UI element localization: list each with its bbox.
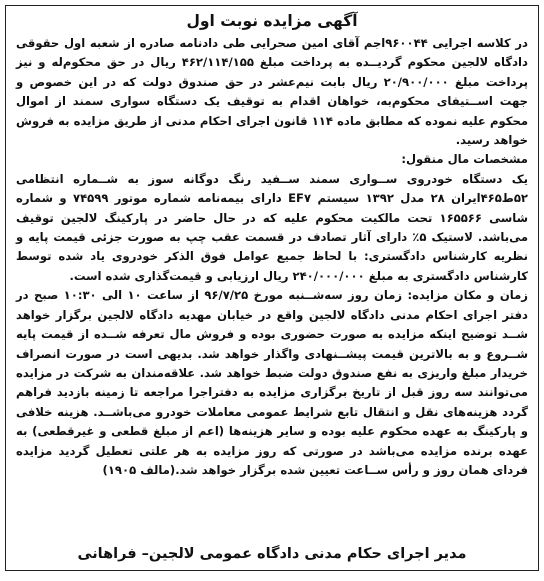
notice-title: آگهی مزایده نوبت اول <box>186 12 358 30</box>
notice-signature: مدیر اجرای حکام مدنی دادگاه عمومی لالجین– فراهانی <box>77 546 467 562</box>
auction-details-paragraph: زمان و مکان مزایده: زمان روز سه‌شــنبه مورخ ۹۶/۷/۲۵ از ساعت ۱۰ الی ۱۰:۳۰ صبح در دفتر اجرای احکام مدنی دادگاه لالجین واقع در خیابان مهدیه دادگاه لالجین برگزار خواهد شــد توضیح اینکه مزایده به صورت حضوری بوده و فروش مال تعرفه شــده از قیمت پایه شــروع و به بالاترین قیمت پیشــنهادی واگذار خواهد شد. بدیهی است در صورت انصراف خریدار مبلغ واریزی به نفع صندوق دولت ضبط خواهد شد. علاقه‌مندان به شرکت در مزایده می‌توانند سه روز قبل از تاریخ برگزاری مزایده به دفتراجرا مراجعه تا زمینه بازدید فراهم گردد هزینه‌های نقل و انتقال تابع شرایط عمومی معاملات خودرو می‌باشــد. هزینه خلافی و پارکینگ به عهده محکوم علیه بوده و سایر هزینه‌ها (اعم از مبلغ قطعی و غیرقطعی) به عهده برنده مزایده می‌باشد در صورتی که روز مزایده به هر علتی تعطیل گردید مزایده فردای همان روز و رأس ســاعت تعیین شده برگزار خواهد شد.(مالف ۱۹۰۵) <box>16 288 528 477</box>
property-heading: مشخصات مال منقول: <box>401 152 528 167</box>
auction-notice <box>5 5 539 571</box>
notice-intro-paragraph: در کلاسه اجرایی ۹۶۰۰۴۴اجم آقای امین صحرایی طی دادنامه صادره از شعبه اول حقوقی دادگاه لالجین محکوم گردیــده به پرداخت مبلغ ۴۶۲/۱۱۴/۱۵۵ ریال در حق محکوم‌له و نیز پرداخت مبلغ ۲۰/۹۰۰/۰۰۰ ریال بابت نیم‌عشر در حق صندوق دولت که در این خصوص و جهت اســتیفای محکوم‌به، خواهان اقدام به توقیف یک دستگاه سواری سمند از اموال محکوم علیه نموده که مطابق ماده ۱۱۴ قانون اجرای احکام مدنی از طریق مزایده به فروش خواهد رسید. <box>16 36 529 148</box>
property-description-paragraph: یک دستگاه خودروی ســواری سمند ســفید رنگ دوگانه سوز به شــماره انتظامی ۵۲ط۴۶۵ایران ۲۸ مدل ۱۳۹۲ سیستم EF۷ دارای بیمه‌نامه شماره موتور ۷۴۵۹۹ و شماره شاسی ۱۶۵۵۶۶ تحت مالکیت محکوم علیه که در حال حاضر در پارکینگ لالجین توقیف می‌باشد. لاستیک ۵٪ دارای آثار تصادف در قسمت عقب چپ به صورت جزئی قیمت پایه و نظریه کارشناس دادگستری: با لحاظ جمیع عوامل فوق الذکر خودروی یاد شده توسط کارشناس دادگستری به مبلغ ۲۴۰/۰۰۰/۰۰۰ ریال ارزیابی و قیمت‌گذاری شده است. <box>16 171 529 283</box>
